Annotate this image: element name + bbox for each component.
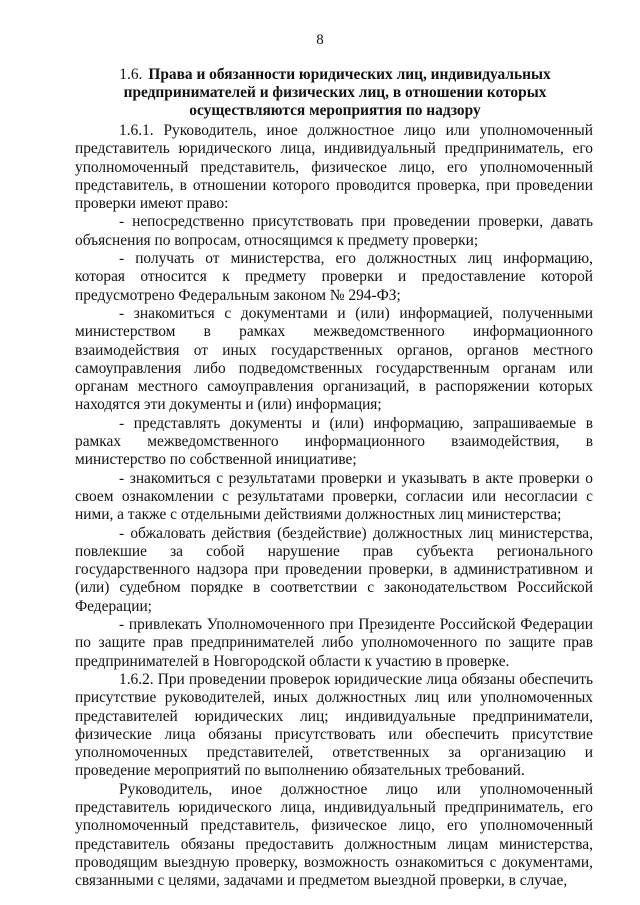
paragraph-obligations: Руководитель, иное должностное лицо или уполномоченный представитель юридического лица, индивидуальный предприниматель, его уполномоченный представитель, физическое лицо, его уполномоченный представитель обязаны предоставить должностным лицам министерства, проводящим выездную проверку, возможность ознакомиться с документами, связанными с целями, задачами и предметом выездной проверки, в случае, [75, 780, 593, 890]
paragraph-1-6-2: 1.6.2. При проведении проверок юридические лица обязаны обеспечить присутствие руководителей, иных должностных лиц или уполномоченных представителей юридических лиц; индивидуальные предприниматели, физические лица обязаны присутствовать или обеспечить присутствие уполномоченных представителей, ответственных за организацию и проведение мероприятий по выполнению обязательных требований. [75, 670, 593, 780]
bullet-attend: - непосредственно присутствовать при проведении проверки, давать объяснения по вопросам, относящимся к предмету проверки; [75, 213, 593, 249]
section-title: Права и обязанности юридических лиц, индивидуальных предпринимателей и физических лиц, в отношении которых осуществляются мероприятия по надзору [123, 66, 551, 119]
bullet-submit-documents: - представлять документы и (или) информацию, запрашиваемые в рамках межведомственного информационного взаимодействия, в министерство по собственной инициативе; [75, 414, 593, 469]
bullet-appeal: - обжаловать действия (бездействие) должностных лиц министерства, повлекшие за собой нарушение прав субъекта регионального государственного надзора при проведении проверки, в административном и (или) судебном порядке в соответствии с законодательством Российской Федерации; [75, 524, 593, 615]
body-text [75, 122, 593, 890]
section-heading [100, 66, 570, 120]
bullet-ombudsman: - привлекать Уполномоченного при Президенте Российской Федерации по защите прав предпринимателей либо уполномоченного по защите прав предпринимателей в Новгородской области к участию в проверке. [75, 616, 593, 670]
section-number: 1.6. [119, 66, 143, 83]
page-number: 8 [316, 32, 324, 48]
paragraph-1-6-1: 1.6.1. Руководитель, иное должностное лицо или уполномоченный представитель юридического лица, индивидуальный предприниматель, его уполномоченный представитель, физическое лицо, его уполномоченный представитель, в отношении которого проводится проверка, при проведении проверки имеют право: [75, 122, 593, 213]
bullet-review-documents: - знакомиться с документами и (или) информацией, полученными министерством в рамках межведомственного информационного взаимодействия от иных государственных органов, органов местного самоуправления либо подведомственных государственным органам или органам местного самоуправления организаций, в распоряжении которых находятся эти документы и (или) информация; [75, 304, 593, 414]
bullet-review-results: - знакомиться с результатами проверки и указывать в акте проверки о своем ознакомлении с результатами проверки, согласии или несогласии с ними, а также с отдельными действиями должностных лиц министерства; [75, 469, 593, 524]
bullet-receive-info: - получать от министерства, его должностных лиц информацию, которая относится к предмету проверки и предоставление которой предусмотрено Федеральным законом № 294-ФЗ; [75, 250, 593, 304]
